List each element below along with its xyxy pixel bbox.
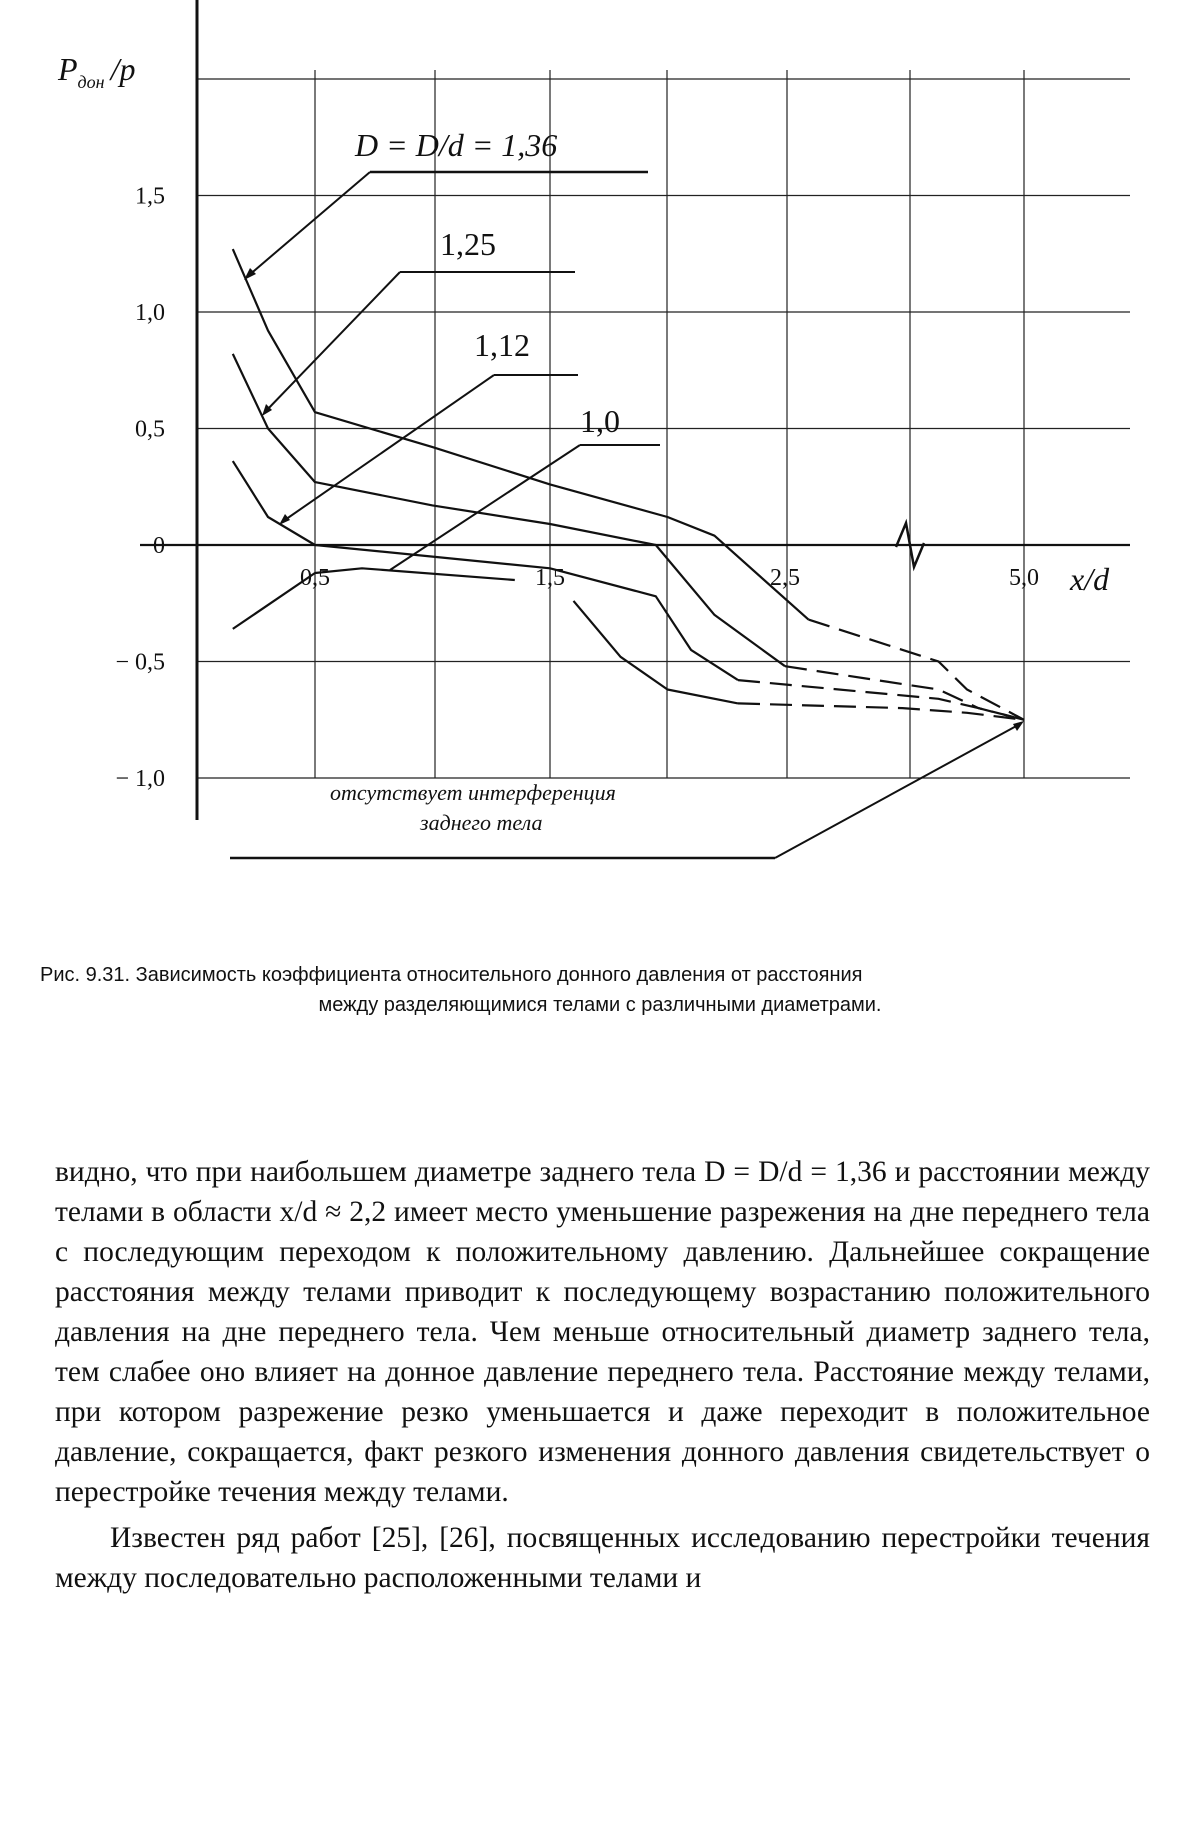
- figure-caption: [40, 960, 1160, 1020]
- series-1-solid: [233, 354, 785, 666]
- svg-text:D = D/d = 1,36: D = D/d = 1,36: [355, 127, 558, 163]
- y-tick-label: − 0,5: [115, 649, 165, 676]
- series-1-dashed: [785, 666, 1024, 720]
- x-axis-title: x/d: [1070, 561, 1110, 597]
- series-3-solid: [233, 568, 515, 629]
- series-3-dashed: [738, 703, 1024, 719]
- y-tick-label: 1,0: [135, 300, 165, 326]
- x-tick-label: 1,5: [535, 565, 565, 591]
- y-tick-label: 1,5: [135, 183, 165, 210]
- svg-text:отсутствует интерференция: отсутствует интерференция: [330, 780, 616, 805]
- pressure-chart: [0, 0, 1200, 900]
- chart-grid: [197, 70, 1130, 778]
- x-tick-label: 0,5: [300, 565, 330, 591]
- svg-text:1,12: 1,12: [474, 327, 530, 363]
- label-series-112: [279, 327, 578, 525]
- body-text: [55, 1152, 1150, 1598]
- x-tick-label: 2,5: [770, 565, 800, 591]
- no-interference-note: [230, 721, 1024, 858]
- label-series-125: [262, 226, 575, 416]
- x-tick-label: 5,0: [1009, 565, 1039, 591]
- paragraph-2: Известен ряд работ [25], [26], посвященных исследованию перестройки течения между последовательно расположенными телами и: [55, 1522, 1150, 1594]
- caption-line-1: Рис. 9.31. Зависимость коэффициента относительного донного давления от расстояния: [40, 964, 863, 986]
- y-axis-title: $P_{дон}$ /p: [58, 51, 136, 92]
- paragraph-1: видно, что при наибольшем диаметре заднего тела D = D/d = 1,36 и расстоянии между телами в области x/d ≈ 2,2 имеет место уменьшение разрежения на дне переднего тела с последующим переходом к положительному давлению. Дальнейшее сокращение расстояния между телами приводит к последующему возрастанию положительного давления на дне переднего тела. Чем меньше относительный диаметр заднего тела, тем слабее оно влияет на донное давление переднего тела. Расстояние между телами, при котором разрежение резко уменьшается и даже переходит в положительное давление, сокращается, факт резкого изменения донного давления свидетельствует о перестройке течения между телами.: [55, 1156, 1150, 1508]
- series-3-solid: [574, 601, 739, 704]
- chart-curves: [233, 249, 1024, 720]
- y-tick-label: 0,5: [135, 416, 165, 443]
- caption-line-2: между разделяющимися телами с различными диаметрами.: [318, 994, 882, 1016]
- svg-text:1,25: 1,25: [440, 226, 496, 262]
- y-tick-label: − 1,0: [115, 766, 165, 792]
- series-0-dashed: [809, 620, 1025, 720]
- svg-text:1,0: 1,0: [580, 403, 620, 439]
- svg-text:заднего тела: заднего тела: [420, 810, 543, 835]
- y-tick-label: 0: [153, 533, 165, 559]
